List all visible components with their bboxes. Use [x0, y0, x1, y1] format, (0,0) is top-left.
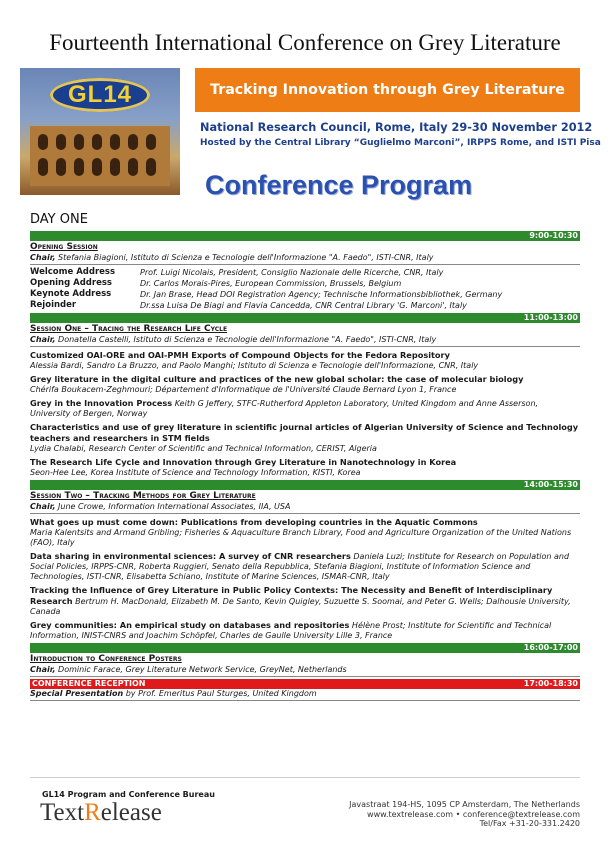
program-content [30, 229, 580, 703]
chair-text: Dominic Farace, Grey Literature Network Service, GreyNet, Netherlands [55, 665, 347, 674]
row-value: Dr. Jan Brase, Head DOI Registration Agency; Technische Informationsbibliothek, Germany [140, 290, 503, 299]
row-key: Rejoinder [30, 300, 77, 310]
brand-r: R [84, 799, 101, 826]
address-line: Javastraat 194-HS, 1095 CP Amsterdam, The Netherlands [349, 800, 580, 809]
session-title-one: Session One – Tracing the Research Life Cycle [30, 324, 228, 334]
row-key: Welcome Address [30, 267, 116, 277]
chair-label: Chair, [30, 253, 56, 262]
reception-line [30, 689, 580, 701]
gl14-badge [50, 78, 150, 112]
talk-authors: Lydia Chalabi, Research Center of Scientific and Technical Information, CERIST, Algeria [30, 444, 377, 453]
banner-text: Tracking Innovation through Grey Literature [210, 82, 565, 98]
contact-block [349, 800, 580, 829]
talk-authors: Bertrum H. MacDonald, Elizabeth M. De Santo, Kevin Quigley, Suzuette S. Soomai, and Peter G. Wells; Dalhousie University, Canada [30, 597, 571, 616]
talk-title: Tracking the Influence of Grey Literature in Public Policy Contexts: The Necessity and Benefit of Interdisciplinary Research [30, 585, 553, 606]
brand-rest: elease [100, 799, 162, 826]
day-label: DAY ONE [30, 212, 88, 227]
session-title-opening: Opening Session [30, 242, 98, 252]
chair-label: Chair, [30, 665, 56, 674]
talk-title: Data sharing in environmental sciences: A survey of CNR researchers [30, 551, 351, 561]
talk-item [30, 551, 580, 582]
talk-authors: Chérifa Boukacem-Zeghmouri; Département d'Informatique de l'Université Claude Bernard Lyon 1, France [30, 385, 457, 394]
program-title: Conference Program [205, 170, 473, 200]
row-value: Prof. Luigi Nicolais, President, Consiglio Nazionale delle Ricerche, CNR, Italy [140, 268, 444, 277]
talk-title: Grey literature in the digital culture and practices of the new global scholar: the case of molecular biology [30, 374, 524, 384]
row-key: Keynote Address [30, 289, 112, 299]
colosseum-icon [30, 116, 170, 186]
opening-row [30, 300, 580, 311]
row-key: Opening Address [30, 278, 112, 288]
brand-text: Text [40, 799, 85, 826]
talk-title: Grey communities: An empirical study on databases and repositories [30, 620, 350, 630]
reception-bar [30, 679, 580, 689]
talk-item [30, 350, 580, 371]
row-value: Dr. Carlos Morais-Pires, European Commission, Brussels, Belgium [140, 279, 402, 288]
textrelease-logo [40, 799, 162, 827]
session-chair-one [30, 335, 580, 347]
theme-banner [195, 68, 580, 112]
web-line: www.textrelease.com • conference@textrelease.com [367, 809, 580, 819]
chair-label: Chair, [30, 502, 56, 511]
logo-text: GL14 [67, 81, 133, 108]
hosted-line: Hosted by the Central Library “Guglielmo Marconi”, IRPPS Rome, and ISTI Pisa [200, 138, 601, 148]
time-bar-session-one: 11:00-13:00 [30, 313, 580, 323]
reception-time: 17:00-18:30 [523, 679, 578, 688]
reception-text: by Prof. Emeritus Paul Sturges, United Kingdom [123, 689, 317, 698]
session-title-two: Session Two – Tracking Methods for Grey Literature [30, 491, 256, 501]
time-bar-opening: 9:00-10:30 [30, 231, 580, 241]
talk-authors: Alessia Bardi, Sandro La Bruzzo, and Paolo Manghi; Istituto di Scienza e Tecnologie dell'Informazione, CNR, Italy [30, 361, 479, 370]
session-title-posters: Introduction to Conference Posters [30, 654, 182, 664]
opening-row [30, 278, 580, 289]
talk-title: The Research Life Cycle and Innovation through Grey Literature in Nanotechnology in Korea [30, 457, 457, 467]
gl14-logo [20, 68, 180, 195]
session-chair-opening [30, 253, 580, 265]
talk-item [30, 398, 580, 419]
reception-title: CONFERENCE RECEPTION [32, 679, 146, 688]
talk-authors: Seon-Hee Lee, Korea Institute of Science and Technology Information, KISTI, Korea [30, 468, 361, 477]
row-value: Dr.ssa Luisa De Biagi and Flavia Cancedda, CNR Central Library 'G. Marconi', Italy [140, 301, 467, 310]
tel-line: Tel/Fax +31-20-331.2420 [479, 819, 580, 828]
opening-row [30, 289, 580, 300]
chair-text: June Crowe, Information International Associates, IIA, USA [55, 502, 291, 511]
talk-title: Characteristics and use of grey literature in scientific journal articles of Algerian University of Science and Technology teachers and researchers in STM fields [30, 422, 579, 443]
opening-row [30, 267, 580, 278]
session-chair-posters [30, 665, 580, 677]
chair-text: Stefania Biagioni, Istituto di Scienza e Tecnologie dell'Informazione "A. Faedo", ISTI-CNR, Italy [55, 253, 434, 262]
time-bar-session-two: 14:00-15:30 [30, 480, 580, 490]
talk-title: Customized OAI-ORE and OAI-PMH Exports of Compound Objects for the Fedora Repository [30, 350, 450, 360]
footer-divider [30, 777, 580, 778]
reception-label: Special Presentation [30, 689, 124, 698]
talk-authors: Maria Kalentsits and Armand Gribling; Fisheries & Aquaculture Branch Library, Food and Agriculture Organization of the United Nations (FAO), Italy [30, 528, 572, 547]
talk-item [30, 517, 580, 548]
talk-item [30, 374, 580, 395]
talk-title: What goes up must come down: Publications from developing countries in the Aquatic Commons [30, 517, 478, 527]
venue-line: National Research Council, Rome, Italy 29-30 November 2012 [200, 121, 593, 134]
talk-title: Grey in the Innovation Process [30, 398, 173, 408]
chair-label: Chair, [30, 335, 56, 344]
bureau-label: GL14 Program and Conference Bureau [42, 790, 215, 799]
talk-item [30, 585, 580, 617]
talk-item [30, 422, 580, 454]
page-title: Fourteenth International Conference on Grey Literature [49, 30, 561, 55]
talk-authors: Daniela Luzi; Institute for Research on Population and Social Policies, IRPPS-CNR, Roberta Ruggieri, Senato della Repubblica, Stefania Biagioni, Institute of Information Science and Technologies, ISTI-CNR, Elisabetta Schiano, Institute of Marine Sciences, ISMAR-CNR, Italy [30, 552, 570, 581]
talk-authors: Hélène Prost; Institute for Scientific and Technical Information, INIST-CNRS and Joachim Schöpfel, Charles de Gaulle University Lille 3, France [30, 621, 552, 640]
chair-text: Donatella Castelli, Istituto di Scienza e Tecnologie dell'Informazione "A. Faedo", ISTI-CNR, Italy [55, 335, 437, 344]
talk-item [30, 620, 580, 641]
talk-authors: Keith G Jeffery, STFC-Rutherford Appleton Laboratory, United Kingdom and Anne Asserson, University of Bergen, Norway [30, 399, 539, 418]
talk-item [30, 457, 580, 478]
session-chair-two [30, 502, 580, 514]
time-bar-posters: 16:00-17:00 [30, 643, 580, 653]
